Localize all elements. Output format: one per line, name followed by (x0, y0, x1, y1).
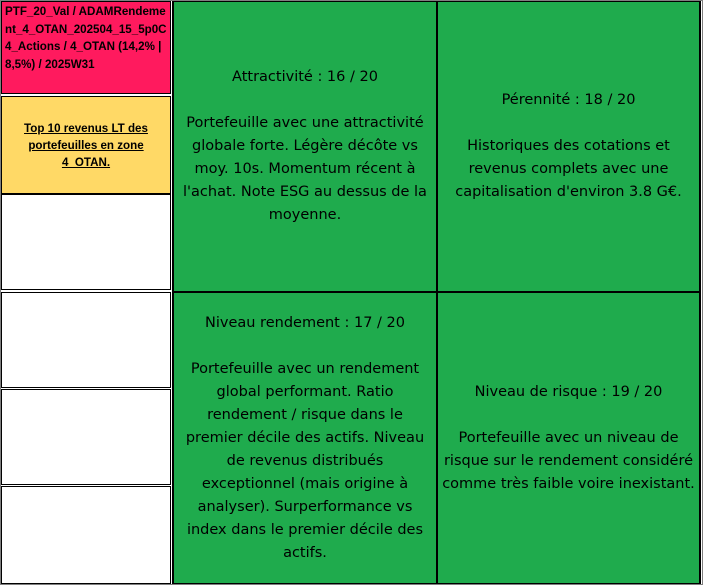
attractivite-cell (172, 0, 438, 293)
risque-title: Niveau de risque : 19 / 20 (474, 383, 663, 400)
left-column (0, 0, 173, 585)
section-title: Top 10 revenus LT des portefeuilles en zone 4_OTAN. (24, 121, 148, 169)
rendement-cell (172, 291, 438, 585)
perennite-title: Pérennité : 18 / 20 (501, 92, 636, 108)
title-cell (1, 96, 171, 194)
rendement-text: Portefeuille avec un rendement global performant. Ratio rendement / risque dans le premier décile des actifs. Niveau de revenus distribués exceptionnel (mais origine à analyser). Surperformance vs index dans le premier décile des actifs. (185, 360, 425, 561)
attractivite-text: Portefeuille avec une attractivité globale forte. Légère décôte vs moy. 10s. Momentum récent à l'achat. Note ESG au dessus de la moyenne. (183, 115, 427, 223)
perennite-cell (436, 0, 701, 293)
empty-cell (1, 486, 171, 584)
portfolio-name-cell (1, 1, 171, 94)
rendement-title: Niveau rendement : 17 / 20 (205, 314, 405, 331)
empty-cell (1, 389, 171, 485)
risque-text: Portefeuille avec un niveau de risque sur le rendement considéré comme très faible voire inexistant. (442, 429, 695, 492)
empty-cell (1, 194, 171, 290)
risque-cell (436, 291, 701, 585)
perennite-text: Historiques des cotations et revenus complets avec une capitalisation d'environ 3.8 G€. (455, 138, 682, 200)
portfolio-name: PTF_20_Val / ADAMRendement_4_OTAN_202504_15_5p0C4_Actions / 4_OTAN (14,2% | 8,5%) / 2025W31 (5, 5, 167, 71)
empty-cell (1, 292, 171, 388)
attractivite-title: Attractivité : 16 / 20 (232, 69, 378, 85)
